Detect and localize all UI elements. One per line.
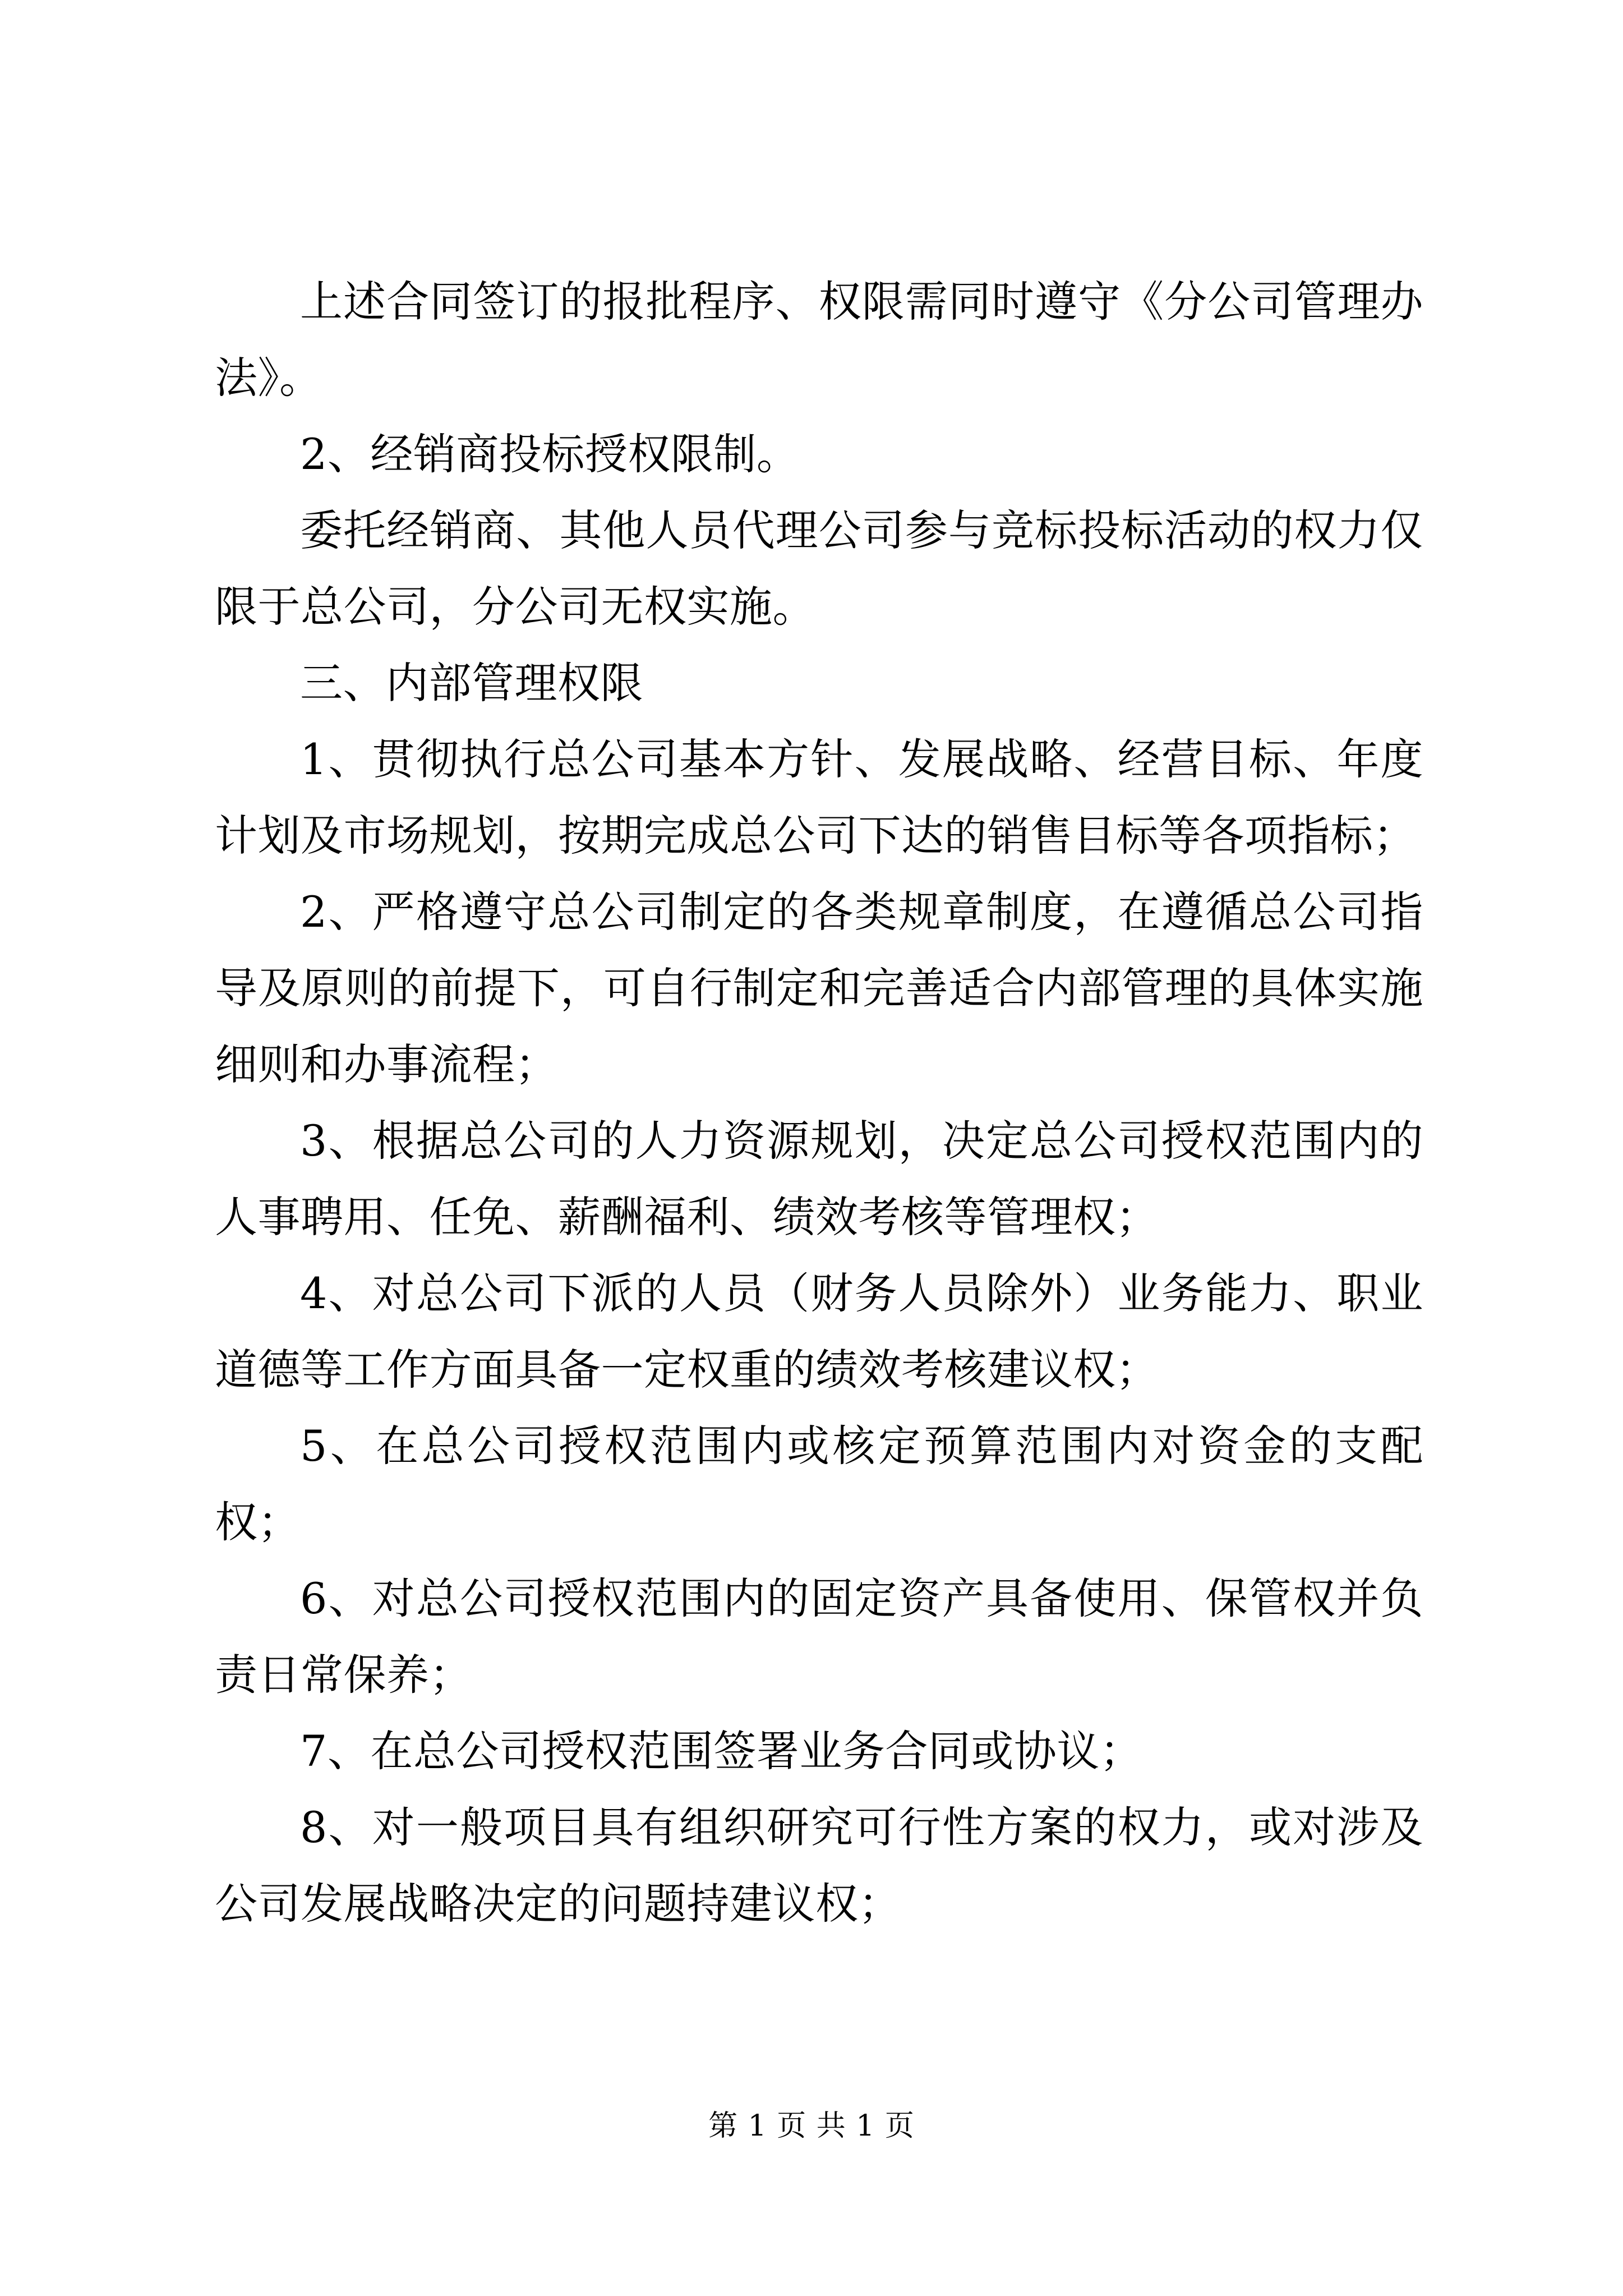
list-item-4: 4、对总公司下派的人员（财务人员除外）业务能力、职业道德等工作方面具备一定权重的绩效考核建议权； [215, 1268, 1423, 1395]
page-footer [0, 2106, 1623, 2146]
list-item-8: 8、对一般项目具有组织研究可行性方案的权力，或对涉及公司发展战略决定的问题持建议权； [215, 1802, 1423, 1929]
section-heading-internal-management: 三、内部管理权限 [300, 658, 643, 708]
paragraph-contract-approval: 上述合同签订的报批程序、权限需同时遵守《分公司管理办法》。 [215, 277, 1423, 403]
list-item-1: 1、贯彻执行总公司基本方针、发展战略、经营目标、年度计划及市场规划，按期完成总公司下达的销售目标等各项指标； [215, 734, 1423, 861]
paragraph-dealer-bid-body: 委托经销商、其他人员代理公司参与竞标投标活动的权力仅限于总公司，分公司无权实施。 [215, 505, 1423, 632]
list-item-6: 6、对总公司授权范围内的固定资产具备使用、保管权并负责日常保养； [215, 1573, 1423, 1700]
paragraph-dealer-bid-heading: 2、经销商投标授权限制。 [300, 429, 800, 479]
document-body [215, 264, 1423, 1942]
list-item-3: 3、根据总公司的人力资源规划，决定总公司授权范围内的人事聘用、任免、薪酬福利、绩效考核等管理权； [215, 1116, 1423, 1242]
page-number-label: 第 1 页 共 1 页 [708, 2109, 915, 2143]
list-item-5: 5、在总公司授权范围内或核定预算范围内对资金的支配权； [215, 1421, 1423, 1547]
list-item-2: 2、严格遵守总公司制定的各类规章制度，在遵循总公司指导及原则的前提下，可自行制定和完善适合内部管理的具体实施细则和办事流程； [215, 887, 1423, 1089]
list-item-7: 7、在总公司授权范围签署业务合同或协议； [300, 1726, 1143, 1776]
